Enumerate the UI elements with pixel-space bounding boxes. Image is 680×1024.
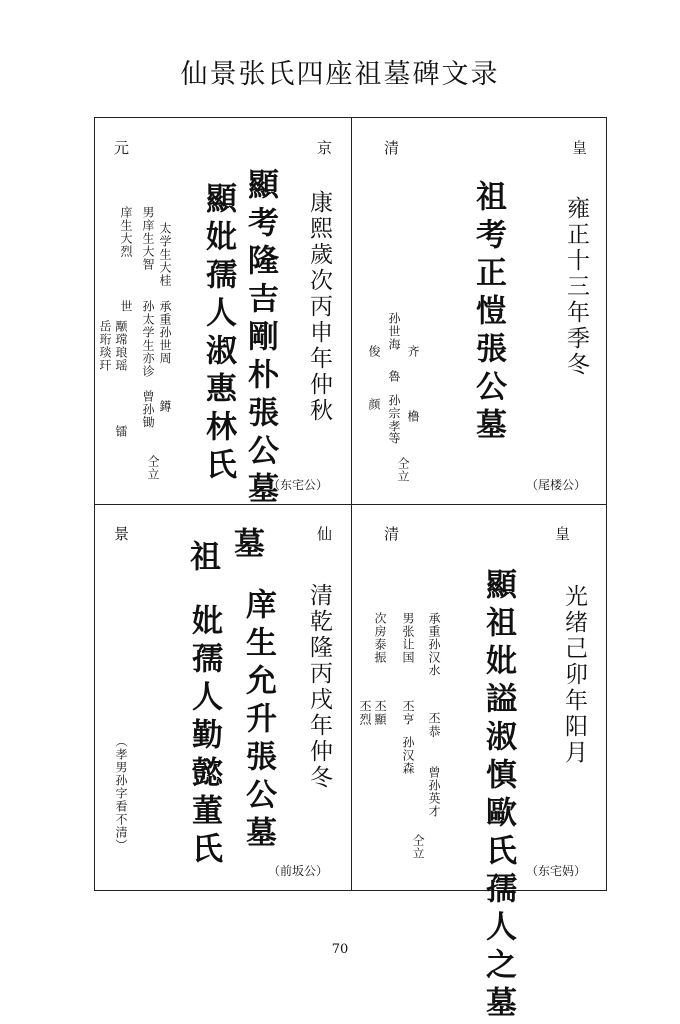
- tablet-date: 光绪己卯年阳月: [561, 584, 587, 766]
- horizontal-divider: [94, 504, 607, 505]
- main-inscription: 墓: [228, 527, 264, 565]
- tablet-date: 清乾隆丙戌年仲冬: [306, 583, 332, 791]
- small-inscription: 魯: [387, 370, 401, 383]
- small-inscription: 仝立: [146, 455, 160, 481]
- small-inscription: 鐏: [158, 400, 172, 413]
- page-number: 70: [331, 942, 349, 957]
- tablet-label: （尾楼公）: [526, 478, 587, 492]
- small-inscription: 等: [387, 432, 401, 445]
- corner-left: 景: [114, 525, 130, 543]
- small-inscription: 太学生大桂: [158, 222, 172, 287]
- main-inscription: 祖考正愷張公墓: [470, 180, 506, 446]
- small-inscription: 齐: [406, 345, 420, 358]
- main-inscription: 祖: [184, 540, 220, 578]
- corner-right: 皇: [572, 139, 588, 157]
- small-inscription: 橹: [406, 410, 420, 423]
- small-inscription: 次房泰振: [373, 612, 387, 664]
- main-inscription: 顯考隆吉剛朴張公墓: [242, 168, 278, 510]
- tablet-label: （前坂公）: [268, 864, 329, 878]
- main-inscription: 顯妣孺人淑惠林氏: [200, 182, 236, 486]
- small-inscription: 丕顯: [373, 700, 387, 726]
- corner-right: 仙: [317, 525, 333, 543]
- small-inscription: 承重孙世周: [158, 300, 172, 365]
- corner-left: 清: [384, 525, 400, 543]
- small-inscription: 孙世海: [387, 312, 401, 351]
- small-inscription: 镭: [114, 425, 128, 438]
- small-inscription: 颜: [367, 398, 381, 411]
- small-inscription: 丕烈: [358, 700, 372, 726]
- corner-left: 元: [114, 139, 130, 157]
- main-inscription: 顯祖妣謚淑慎歐氏孺人之墓: [480, 568, 516, 1024]
- small-inscription: 孙太学生亦诊: [141, 300, 155, 378]
- small-inscription: 男庠生大智: [141, 206, 155, 271]
- small-inscription: 颙瑺琅瑶: [114, 320, 128, 372]
- tablet-label: （东宅公）: [268, 478, 329, 492]
- tablet-label: （东宅妈）: [526, 864, 587, 878]
- small-inscription: 曾孙锄: [141, 390, 155, 429]
- main-inscription: 妣孺人勤懿董氏: [186, 604, 222, 870]
- small-inscription: 孙宗孝: [387, 394, 401, 433]
- corner-right: 皇: [555, 525, 571, 543]
- corner-right: 京: [317, 139, 333, 157]
- small-inscription: 世: [119, 300, 133, 313]
- small-inscription: 承重孙汉水: [427, 612, 441, 677]
- small-inscription: 丕恭: [427, 712, 441, 738]
- corner-left: 清: [384, 139, 400, 157]
- small-inscription: 庠生大烈: [119, 206, 133, 258]
- small-inscription: 俊: [367, 345, 381, 358]
- small-inscription: 岳珩琰玕: [98, 320, 112, 372]
- tablet-date: 康熙歲次丙申年仲秋: [306, 190, 332, 424]
- page-title: 仙景张氏四座祖墓碑文录: [180, 59, 500, 90]
- main-inscription: 庠生允升張公墓: [240, 588, 276, 854]
- small-inscription: 曾孙英才: [427, 766, 441, 818]
- small-inscription: 孙汉森: [401, 736, 415, 775]
- side-note: （孝男孙字看不清）: [114, 735, 128, 852]
- tablet-date: 雍正十三年季冬: [563, 196, 589, 378]
- small-inscription: 仝立: [411, 834, 425, 860]
- small-inscription: 男张让国: [401, 612, 415, 664]
- small-inscription: 丕亨: [401, 700, 415, 726]
- small-inscription: 仝立: [396, 457, 410, 483]
